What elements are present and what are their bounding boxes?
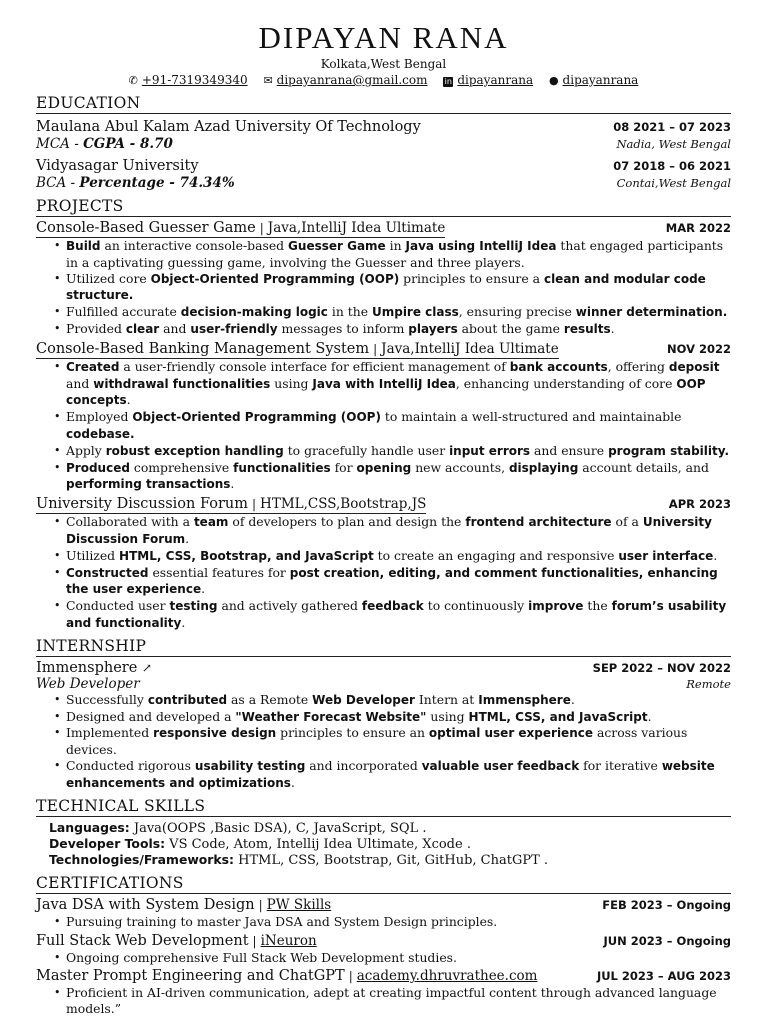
certification-issuer-link[interactable]: PW Skills: [266, 896, 332, 913]
project-title: University Discussion Forum | HTML,CSS,Bootstrap,JS: [36, 496, 427, 513]
internship-dates: SEP 2022 – NOV 2022: [592, 660, 731, 675]
linkedin-link[interactable]: dipayanrana: [457, 73, 534, 87]
bullet-item: • Apply robust exception handling to gracefully handle user input errors and ensure program stability.: [66, 443, 731, 460]
github-contact[interactable]: [549, 73, 638, 87]
bullet-item: • Utilized HTML, CSS, Bootstrap, and JavaScript to create an engaging and responsive user interface.: [66, 548, 731, 565]
section-certifications-title: CERTIFICATIONS: [36, 874, 731, 894]
certification-issuer-link[interactable]: iNeuron: [260, 932, 317, 949]
bullet-item: • Pursuing training to master Java DSA and System Design principles.: [66, 914, 731, 930]
location: Kolkata,West Bengal: [320, 57, 447, 71]
certification-title: Master Prompt Engineering and ChatGPT | academy.dhruvrathee.com: [36, 968, 538, 985]
project-title: Console-Based Banking Management System | Java,IntelliJ Idea Ultimate: [36, 340, 559, 357]
education-entry: [36, 119, 731, 153]
education-list: [36, 119, 731, 192]
certification-title: Java DSA with System Design | PW Skills: [36, 896, 332, 913]
skills-list: [36, 820, 731, 869]
project-tech: Java,IntelliJ Idea Ultimate: [267, 220, 446, 236]
certification-date: FEB 2023 – Ongoing: [602, 897, 731, 912]
section-internship-title: INTERNSHIP: [36, 637, 731, 657]
bullet-item: • Conducted user testing and actively gathered feedback to continuously improve the forum’s usability and functionality.: [66, 598, 731, 632]
bullet-item: • Successfully contributed as a Remote Web Developer Intern at Immensphere.: [66, 692, 731, 709]
bullet-item: • Utilized core Object-Oriented Programming (OOP) principles to ensure a clean and modular code structure.: [66, 271, 731, 305]
section-projects-title: PROJECTS: [36, 197, 731, 217]
certification-issuer-link[interactable]: academy.dhruvrathee.com: [356, 968, 538, 985]
project-date: NOV 2022: [666, 341, 731, 356]
certification-entry: [36, 968, 731, 1017]
certification-entry: [36, 933, 731, 966]
skill-label: Developer Tools:: [49, 835, 166, 851]
linkedin-icon: in: [444, 77, 452, 86]
project-date: APR 2023: [668, 497, 731, 512]
internship-mode: Remote: [686, 676, 731, 691]
skill-label: Technologies/Frameworks:: [49, 852, 234, 868]
contact-bar: [36, 72, 731, 89]
github-link[interactable]: dipayanrana: [562, 73, 639, 87]
bullet-item: • Implemented responsive design principles to ensure an optimal user experience across various devices.: [66, 725, 731, 758]
skill-label: Languages:: [49, 819, 130, 835]
company-name[interactable]: Immensphere ↗: [36, 659, 152, 676]
education-dates: 07 2018 – 06 2021: [613, 159, 731, 173]
internship-bullets: [36, 692, 731, 792]
bullet-item: • Ongoing comprehensive Full Stack Web Development studies.: [66, 950, 731, 966]
project-bullets: [36, 514, 731, 632]
section-education-title: EDUCATION: [36, 94, 731, 114]
project-entry: [36, 496, 731, 632]
internship-entry: [36, 660, 731, 792]
phone-icon: ✆: [128, 74, 138, 87]
github-icon: ●: [548, 74, 559, 87]
project-entry: [36, 220, 731, 338]
bullet-item: • Fulfilled accurate decision-making logic in the Umpire class, ensuring precise winner determination.: [66, 304, 731, 321]
phone-link[interactable]: +91-7319349340: [141, 73, 248, 87]
education-entry: [36, 158, 731, 192]
skill-value: HTML, CSS, Bootstrap, Git, GitHub, ChatGPT .: [234, 853, 549, 869]
skill-value: VS Code, Atom, Intellij Idea Ultimate, Xcode .: [165, 836, 471, 852]
skill-row: [49, 852, 731, 868]
resume-page: [36, 20, 731, 1017]
education-place: Nadia, West Bengal: [616, 137, 731, 151]
project-bullets: [36, 359, 731, 493]
project-tech: HTML,CSS,Bootstrap,JS: [260, 496, 427, 513]
bullet-item: • Employed Object-Oriented Programming (OOP) to maintain a well-structured and maintainable codebase.: [66, 409, 731, 443]
bullet-item: • Produced comprehensive functionalities for opening new accounts, displaying account details, and performing transactions.: [66, 460, 731, 494]
project-tech: Java,IntelliJ Idea Ultimate: [381, 340, 559, 357]
education-place: Contai,West Bengal: [616, 176, 731, 190]
education-dates: 08 2021 – 07 2023: [613, 120, 731, 134]
degree-line: BCA - Percentage - 74.34%: [36, 175, 235, 191]
envelope-icon: ✉: [263, 74, 273, 87]
email-contact[interactable]: [263, 73, 427, 87]
internship-role: Web Developer: [36, 675, 140, 692]
bullet-item: • Collaborated with a team of developers to plan and design the frontend architecture of a University Discussion Forum.: [66, 514, 731, 548]
bullet-item: • Build an interactive console-based Guesser Game in Java using IntelliJ Idea that engaged participants in a captivating guessing game, involving the Guesser and three players.: [66, 238, 731, 271]
bullet-item: • Designed and developed a "Weather Forecast Website" using HTML, CSS, and JavaScript.: [66, 709, 731, 726]
certification-bullets: [36, 914, 731, 930]
bullet-item: • Proficient in AI-driven communication, adept at creating impactful content through advanced language models.”: [66, 985, 731, 1017]
external-link-icon[interactable]: ↗: [141, 660, 152, 675]
certification-entry: [36, 897, 731, 930]
bullet-item: • Created a user-friendly console interface for efficient management of bank accounts, offering deposit and withdrawal functionalities using Java with IntelliJ Idea, enhancing understanding of core OOP concepts.: [66, 359, 731, 409]
project-title: Console-Based Guesser Game | Java,IntelliJ Idea Ultimate: [36, 220, 446, 236]
certification-bullets: [36, 985, 731, 1017]
skill-value: Java(OOPS ,Basic DSA), C, JavaScript, SQL .: [129, 820, 427, 836]
bullet-item: • Constructed essential features for post creation, editing, and comment functionalities, enhancing the user experience.: [66, 565, 731, 599]
candidate-name: DIPAYAN RANA: [258, 20, 509, 55]
skill-row: [49, 836, 731, 852]
email-link[interactable]: dipayanrana@gmail.com: [276, 73, 428, 87]
project-entry: [36, 341, 731, 493]
school-name: Vidyasagar University: [36, 158, 199, 174]
certification-date: JUL 2023 – AUG 2023: [596, 969, 731, 984]
section-skills-title: TECHNICAL SKILLS: [36, 797, 731, 817]
certification-bullets: [36, 950, 731, 966]
degree-line: MCA - CGPA - 8.70: [36, 136, 173, 152]
projects-list: [36, 220, 731, 632]
school-name: Maulana Abul Kalam Azad University Of Technology: [36, 119, 421, 135]
certification-title: Full Stack Web Development | iNeuron: [36, 932, 317, 949]
project-date: MAR 2022: [665, 221, 731, 235]
linkedin-contact[interactable]: [443, 73, 533, 87]
certifications-list: [36, 897, 731, 1017]
project-bullets: [36, 238, 731, 338]
bullet-item: • Conducted rigorous usability testing and incorporated valuable user feedback for iterative website enhancements and optimizations.: [66, 758, 731, 792]
bullet-item: • Provided clear and user-friendly messages to inform players about the game results.: [66, 321, 731, 338]
certification-date: JUN 2023 – Ongoing: [603, 933, 731, 948]
skill-row: [49, 820, 731, 836]
phone-contact[interactable]: [129, 73, 248, 87]
